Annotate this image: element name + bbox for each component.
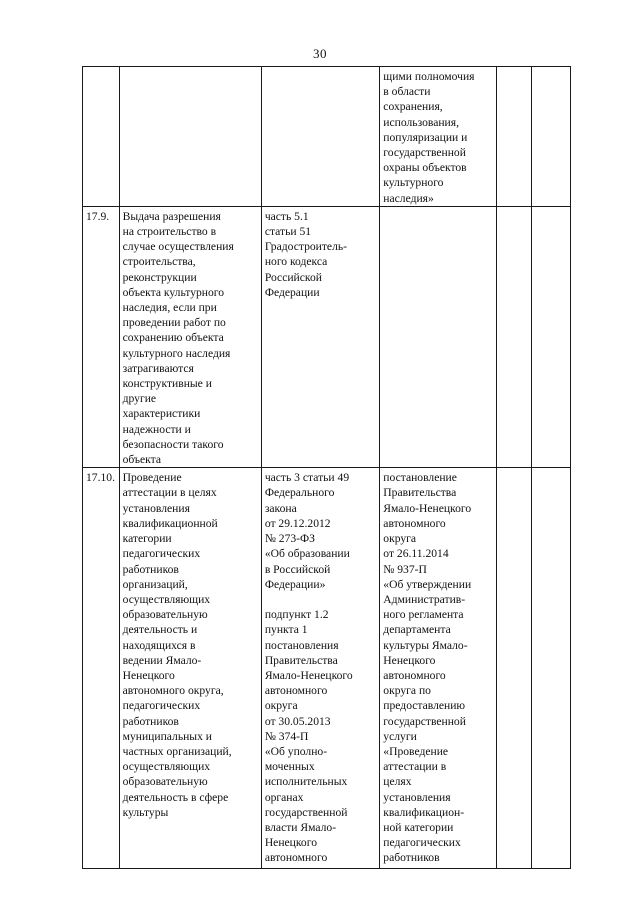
- service-name-cell: Проведение аттестации в целях установления квалификационной категории педагогических работников организаций, осуществляющих образовательную деятельность и находящихся в ведении Ямало- Ненецкого автономного округа, педагогических работников муниципальных и частных организаций, осуществляющих образовательную деятельность в сфере культуры: [119, 468, 261, 869]
- table-row: [83, 67, 571, 207]
- service-name-cell: Выдача разрешения на строительство в случае осуществления строительства, реконструкции объекта культурного наследия, если при проведении работ по сохранению объекта культурного наследия затрагиваются конструктивные и другие характеристики надежности и безопасности такого объекта: [119, 206, 261, 467]
- row-number-cell: [83, 67, 120, 207]
- extra-cell-2: [532, 468, 571, 869]
- legal-basis-cell: часть 3 статьи 49 Федерального закона от 29.12.2012 № 273-ФЗ «Об образовании в Российской Федерации» подпункт 1.2 пункта 1 постановления Правительства Ямало-Ненецкого автономного округа от 30.05.2013 № 374-П «Об уполно- моченных исполнительных органах государственной власти Ямало- Ненецкого автономного: [261, 468, 379, 869]
- services-table: [82, 66, 571, 869]
- extra-cell-1: [496, 206, 532, 467]
- regulation-cell: [380, 206, 496, 467]
- extra-cell-2: [532, 206, 571, 467]
- table-row: [83, 468, 571, 869]
- extra-cell-1: [496, 468, 532, 869]
- extra-cell-1: [496, 67, 532, 207]
- table-row: [83, 206, 571, 467]
- extra-cell-2: [532, 67, 571, 207]
- row-number-cell: 17.9.: [83, 206, 120, 467]
- legal-basis-cell: часть 5.1 статьи 51 Градостроитель- ного кодекса Российской Федерации: [261, 206, 379, 467]
- service-name-cell: [119, 67, 261, 207]
- regulation-cell: постановление Правительства Ямало-Ненецкого автономного округа от 26.11.2014 № 937-П «Об утверждении Административ- ного регламента департамента культуры Ямало- Ненецкого автономного округа по предоставлению государственной услуги «Проведение аттестации в целях установления квалификацион- ной категории педагогических работников: [380, 468, 496, 869]
- regulation-cell: щими полномочия в области сохранения, использования, популяризации и государственной охраны объектов культурного наследия»: [380, 67, 496, 207]
- page-number: 30: [313, 46, 327, 61]
- row-number-cell: 17.10.: [83, 468, 120, 869]
- legal-basis-cell: [261, 67, 379, 207]
